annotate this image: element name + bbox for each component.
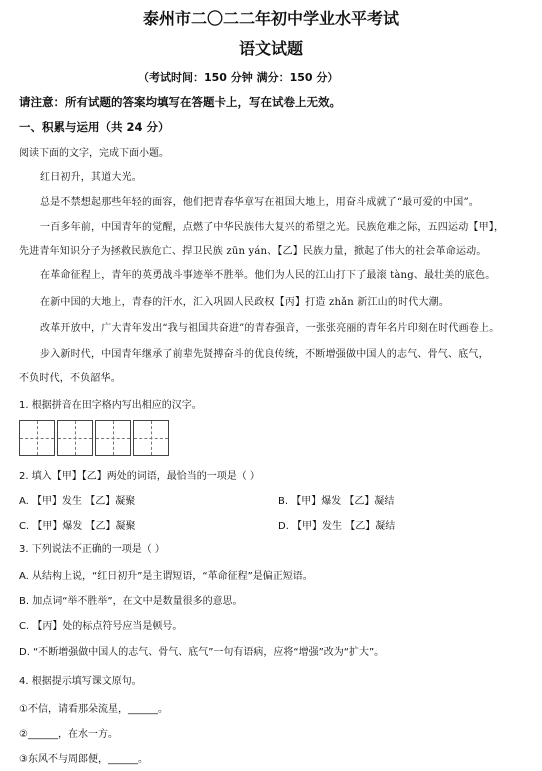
option-a[interactable]: A. 从结构上说，“红日初升”是主谓短语，“革命征程”是偏正短语。 (19, 571, 313, 582)
passage-line: 在新中国的大地上，青春的汗水，汇入巩固人民政权【丙】打造 zhǎn 新江山的时代大潮。 (40, 297, 450, 308)
subject-title: 语文试题 (238, 39, 303, 58)
option-b[interactable]: B. 【甲】爆发 【乙】凝结 (278, 496, 395, 507)
passage-line: 一百多年前，中国青年的觉醒，点燃了中华民族伟大复兴的希望之光。民族危难之际，五四运动【甲】， (40, 222, 505, 233)
passage-line: 总是不禁想起那些年轻的面容，他们把青春华章写在祖国大地上，用奋斗成就了“最可爱的中国”。 (40, 197, 480, 208)
question-2-stem: 2. 填入【甲】【乙】两处的词语，最恰当的一项是（ ） (19, 471, 260, 482)
passage-line: 不负时代，不负韶华。 (19, 373, 121, 384)
passage-line: 在革命征程上，青年的英勇战斗事迹举不胜举。他们为人民的江山打下了最滚 tàng、最壮美的底色。 (40, 270, 496, 281)
question-4-stem: 4. 根据提示填写课文原句。 (19, 676, 142, 687)
section-heading: 一、积累与运用（共 24 分） (19, 120, 170, 134)
option-d[interactable]: D. “不断增强做中国人的志气、骨气、底气”一句有语病，应将“增强”改为“扩大”。 (19, 647, 385, 658)
answer-grid[interactable] (19, 420, 169, 456)
fill-item[interactable]: ③东风不与周郎便，______。 (19, 754, 148, 765)
option-d[interactable]: D. 【甲】发生 【乙】凝结 (278, 521, 396, 532)
exam-info: （考试时间：150 分钟 满分：150 分） (138, 71, 339, 84)
question-1-stem: 1. 根据拼音在田字格内写出相应的汉字。 (19, 400, 202, 411)
option-b[interactable]: B. 加点词“举不胜举”，在文中是数量很多的意思。 (19, 596, 243, 607)
passage-intro: 阅读下面的文字，完成下面小题。 (19, 148, 169, 159)
tian-box[interactable] (19, 420, 55, 456)
fill-item[interactable]: ①不信，请看那朵流星，______。 (19, 704, 168, 715)
notice: 请注意：所有试题的答案均填写在答题卡上，写在试卷上无效。 (19, 95, 341, 109)
exam-title: 泰州市二〇二二年初中学业水平考试 (142, 9, 399, 28)
option-a[interactable]: A. 【甲】发生 【乙】凝聚 (19, 496, 136, 507)
tian-box[interactable] (95, 420, 131, 456)
question-3-stem: 3. 下列说法不正确的一项是（ ） (19, 544, 165, 555)
passage-line: 步入新时代，中国青年继承了前辈先贤搏奋斗的优良传统，不断增强做中国人的志气、骨气、底气， (40, 349, 489, 360)
option-c[interactable]: C. 【丙】处的标点符号应当是顿号。 (19, 621, 183, 632)
passage-line: 先进青年知识分子为拯救民族危亡、捍卫民族 zūn yán、【乙】民族力量，掀起了伟大的社会革命运动。 (19, 246, 487, 257)
tian-box[interactable] (57, 420, 93, 456)
fill-item[interactable]: ②______，在水一方。 (19, 729, 118, 740)
passage-line: 红日初升，其道大光。 (40, 172, 142, 183)
passage-line: 改革开放中，广大青年发出“我与祖国共奋进”的青春强音，一张张亮丽的青年名片印刻在时代画卷上。 (40, 323, 500, 334)
tian-box[interactable] (133, 420, 169, 456)
option-c[interactable]: C. 【甲】爆发 【乙】凝聚 (19, 521, 136, 532)
